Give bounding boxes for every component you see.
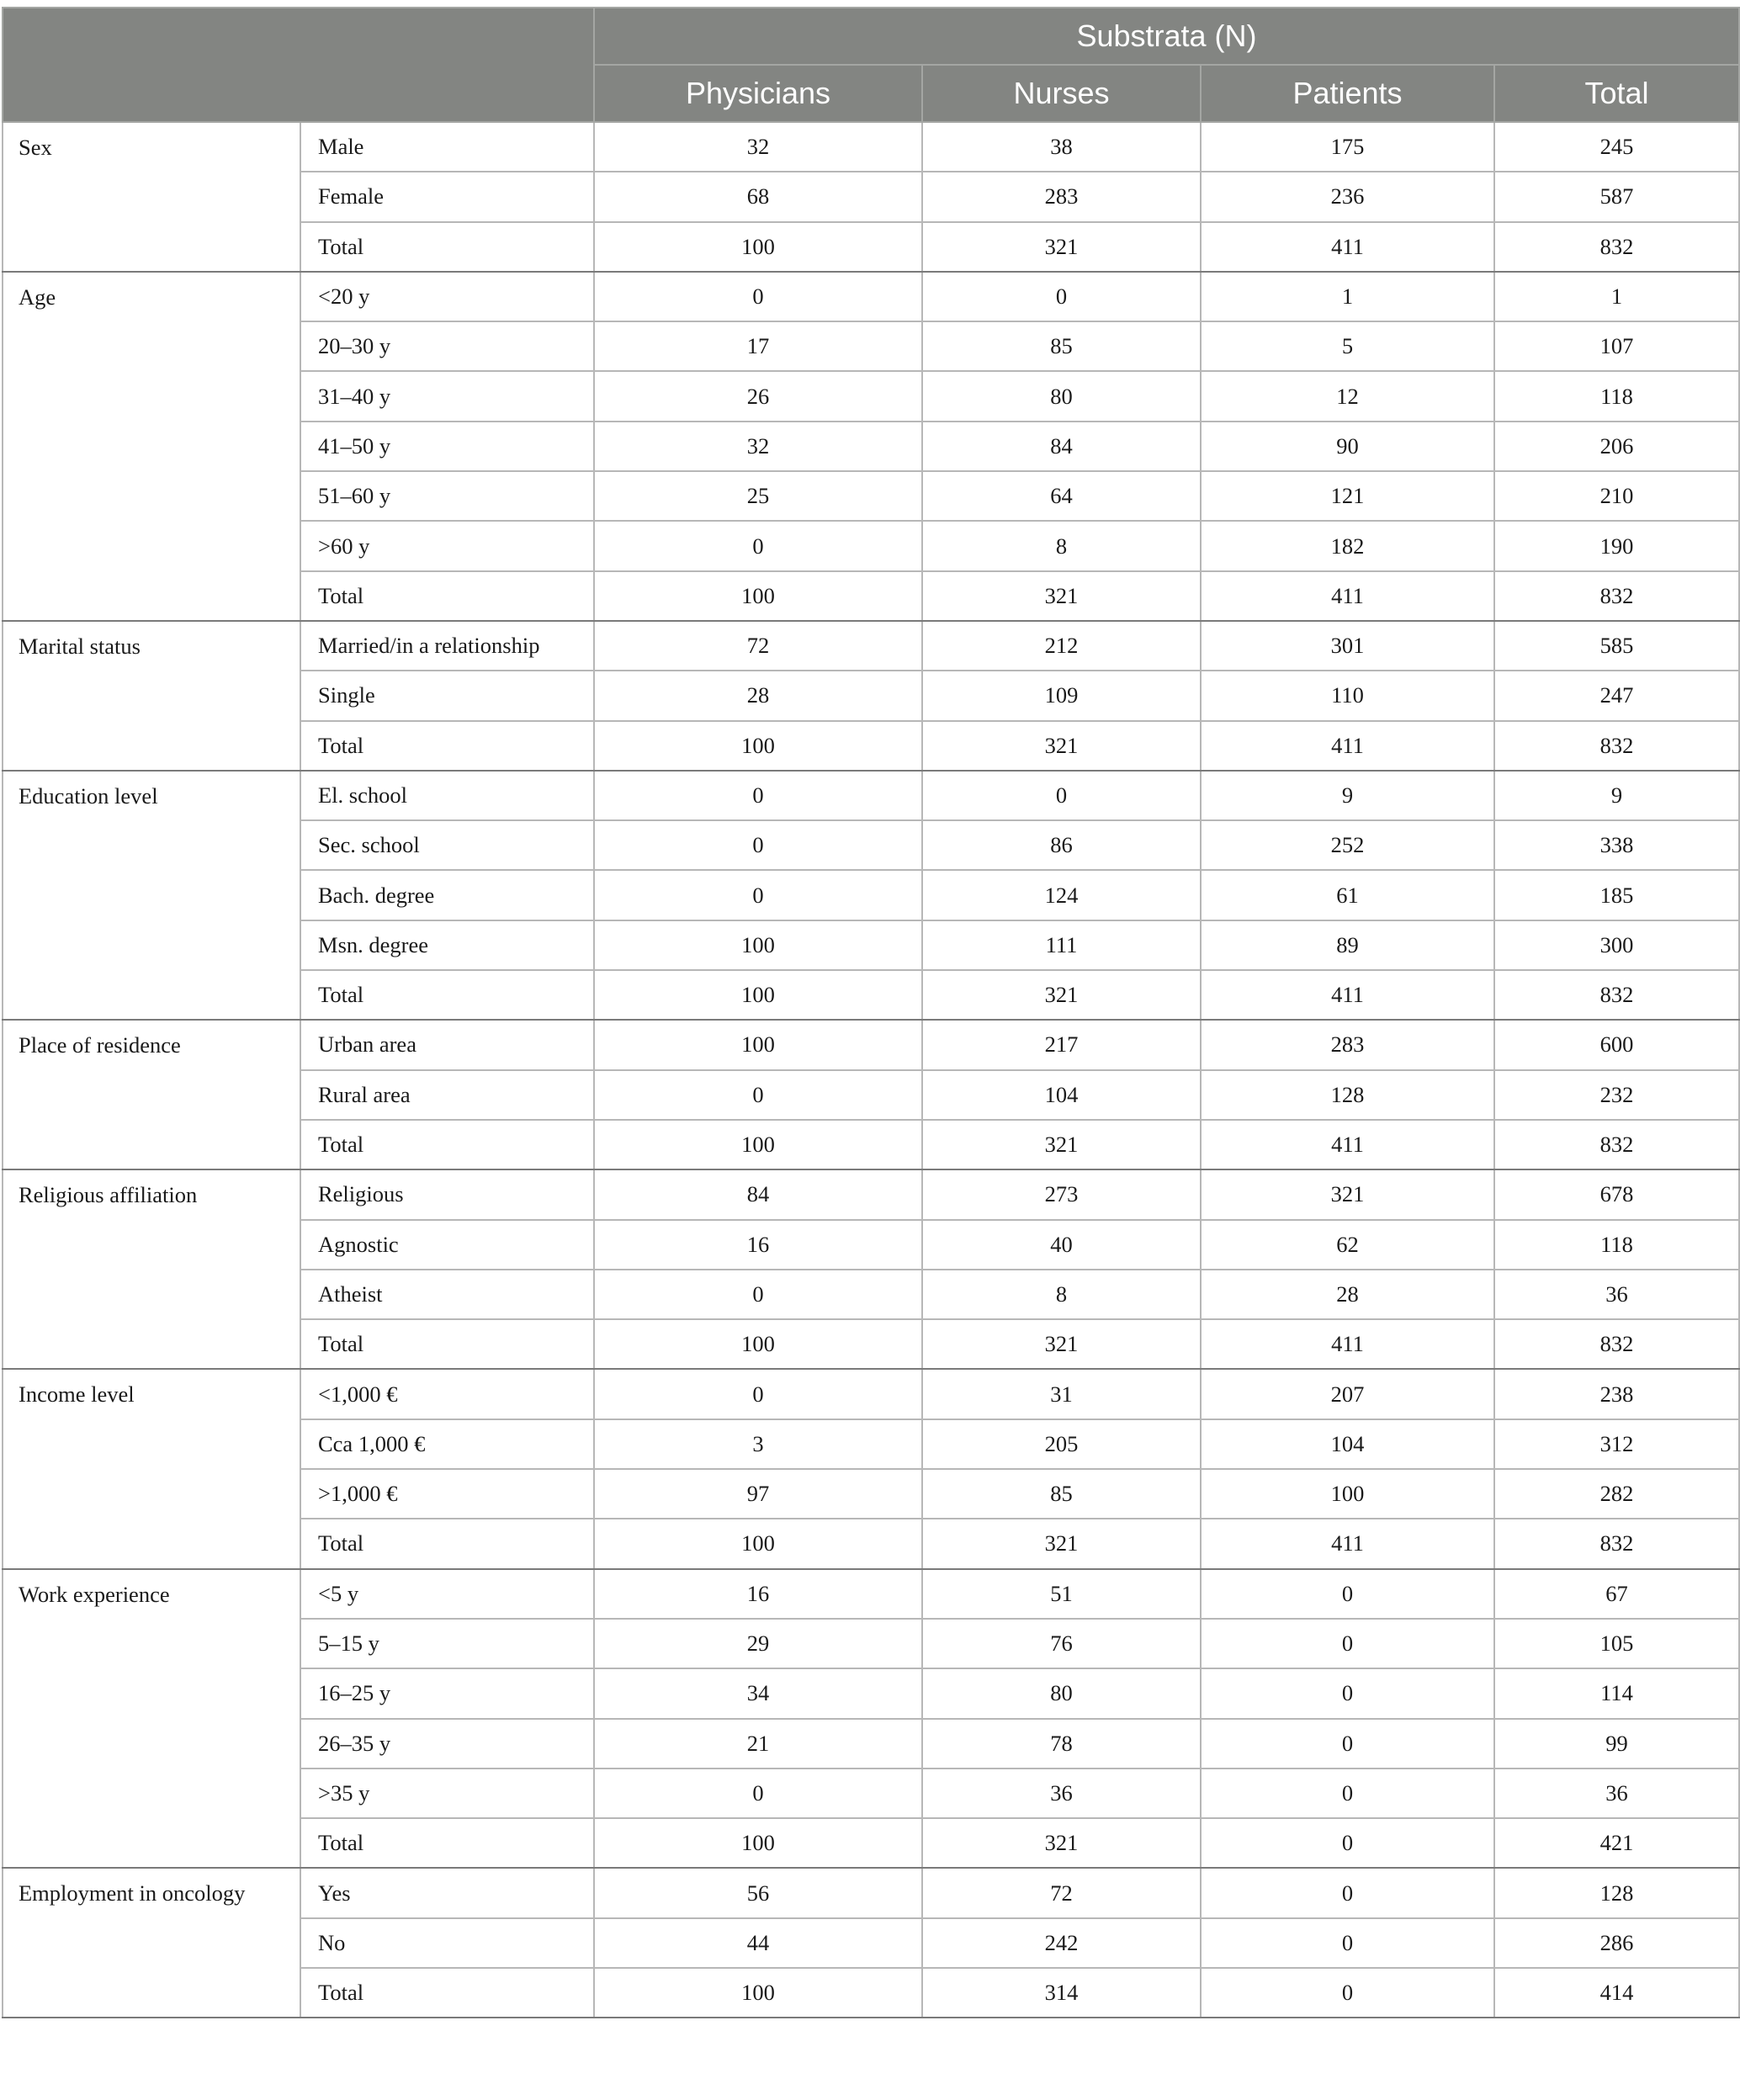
patients-value: 0 (1201, 1868, 1494, 1917)
patients-value: 236 (1201, 172, 1494, 221)
subcategory-cell: Total (300, 1120, 594, 1169)
physicians-value: 84 (594, 1169, 922, 1219)
physicians-value: 100 (594, 1120, 922, 1169)
physicians-value: 34 (594, 1668, 922, 1718)
nurses-value: 205 (922, 1419, 1201, 1469)
nurses-value: 85 (922, 321, 1201, 371)
table-row (3, 621, 1739, 671)
nurses-value: 321 (922, 970, 1201, 1020)
nurses-value: 8 (922, 1270, 1201, 1319)
nurses-value: 124 (922, 870, 1201, 920)
physicians-value: 100 (594, 920, 922, 970)
nurses-value: 321 (922, 1818, 1201, 1868)
total-value: 206 (1494, 422, 1739, 471)
patients-value: 252 (1201, 820, 1494, 870)
total-value: 238 (1494, 1369, 1739, 1419)
physicians-value: 0 (594, 820, 922, 870)
table-row (3, 1369, 1739, 1419)
patients-value: 411 (1201, 1319, 1494, 1369)
patients-value: 5 (1201, 321, 1494, 371)
patients-value: 128 (1201, 1070, 1494, 1120)
total-value: 190 (1494, 521, 1739, 570)
nurses-value: 212 (922, 621, 1201, 671)
demographics-table (2, 7, 1740, 2018)
patients-value: 28 (1201, 1270, 1494, 1319)
total-value: 421 (1494, 1818, 1739, 1868)
subcategory-cell: Single (300, 671, 594, 720)
category-cell: Income level (3, 1369, 300, 1568)
nurses-value: 85 (922, 1469, 1201, 1519)
total-value: 832 (1494, 1120, 1739, 1169)
patients-value: 411 (1201, 1519, 1494, 1568)
subcategory-cell: Total (300, 1818, 594, 1868)
patients-value: 411 (1201, 222, 1494, 272)
patients-value: 110 (1201, 671, 1494, 720)
total-value: 67 (1494, 1569, 1739, 1619)
nurses-value: 273 (922, 1169, 1201, 1219)
physicians-value: 0 (594, 870, 922, 920)
category-cell: Place of residence (3, 1020, 300, 1169)
subcategory-cell: 51–60 y (300, 471, 594, 521)
total-value: 832 (1494, 1519, 1739, 1568)
patients-value: 301 (1201, 621, 1494, 671)
subcategory-cell: 16–25 y (300, 1668, 594, 1718)
subcategory-cell: Total (300, 571, 594, 621)
nurses-value: 40 (922, 1220, 1201, 1270)
total-value: 414 (1494, 1968, 1739, 2018)
category-cell: Marital status (3, 621, 300, 771)
subcategory-cell: No (300, 1918, 594, 1968)
nurses-value: 31 (922, 1369, 1201, 1419)
nurses-value: 76 (922, 1619, 1201, 1668)
subcategory-cell: Bach. degree (300, 870, 594, 920)
column-header-patients: Patients (1201, 65, 1494, 122)
patients-value: 89 (1201, 920, 1494, 970)
nurses-value: 111 (922, 920, 1201, 970)
nurses-value: 78 (922, 1719, 1201, 1769)
nurses-value: 242 (922, 1918, 1201, 1968)
physicians-value: 26 (594, 371, 922, 421)
subcategory-cell: 5–15 y (300, 1619, 594, 1668)
total-value: 832 (1494, 970, 1739, 1020)
physicians-value: 72 (594, 621, 922, 671)
total-value: 9 (1494, 771, 1739, 820)
subcategory-cell: Cca 1,000 € (300, 1419, 594, 1469)
total-value: 587 (1494, 172, 1739, 221)
nurses-value: 38 (922, 122, 1201, 172)
table-row (3, 122, 1739, 172)
patients-value: 0 (1201, 1968, 1494, 2018)
physicians-value: 100 (594, 721, 922, 771)
total-value: 312 (1494, 1419, 1739, 1469)
total-value: 286 (1494, 1918, 1739, 1968)
category-cell: Religious affiliation (3, 1169, 300, 1369)
patients-value: 62 (1201, 1220, 1494, 1270)
total-value: 282 (1494, 1469, 1739, 1519)
total-value: 99 (1494, 1719, 1739, 1769)
patients-value: 90 (1201, 422, 1494, 471)
total-value: 185 (1494, 870, 1739, 920)
subcategory-cell: Religious (300, 1169, 594, 1219)
nurses-value: 283 (922, 172, 1201, 221)
patients-value: 0 (1201, 1918, 1494, 1968)
physicians-value: 100 (594, 970, 922, 1020)
subcategory-cell: Msn. degree (300, 920, 594, 970)
subcategory-cell: Sec. school (300, 820, 594, 870)
nurses-value: 314 (922, 1968, 1201, 2018)
physicians-value: 16 (594, 1569, 922, 1619)
total-value: 338 (1494, 820, 1739, 870)
physicians-value: 17 (594, 321, 922, 371)
nurses-value: 51 (922, 1569, 1201, 1619)
subcategory-cell: 41–50 y (300, 422, 594, 471)
total-value: 1 (1494, 272, 1739, 321)
subcategory-cell: <20 y (300, 272, 594, 321)
total-value: 210 (1494, 471, 1739, 521)
physicians-value: 100 (594, 1519, 922, 1568)
nurses-value: 84 (922, 422, 1201, 471)
patients-value: 1 (1201, 272, 1494, 321)
physicians-value: 25 (594, 471, 922, 521)
physicians-value: 21 (594, 1719, 922, 1769)
patients-value: 182 (1201, 521, 1494, 570)
nurses-value: 321 (922, 571, 1201, 621)
nurses-value: 0 (922, 771, 1201, 820)
nurses-value: 321 (922, 222, 1201, 272)
nurses-value: 321 (922, 721, 1201, 771)
category-cell: Age (3, 272, 300, 621)
subcategory-cell: Rural area (300, 1070, 594, 1120)
patients-value: 104 (1201, 1419, 1494, 1469)
patients-value: 0 (1201, 1619, 1494, 1668)
subcategory-cell: Atheist (300, 1270, 594, 1319)
total-value: 105 (1494, 1619, 1739, 1668)
patients-value: 207 (1201, 1369, 1494, 1419)
subcategory-cell: Male (300, 122, 594, 172)
column-header-nurses: Nurses (922, 65, 1201, 122)
patients-value: 9 (1201, 771, 1494, 820)
subcategory-cell: Total (300, 970, 594, 1020)
physicians-value: 100 (594, 1319, 922, 1369)
nurses-value: 86 (922, 820, 1201, 870)
physicians-value: 100 (594, 1968, 922, 2018)
subcategory-cell: >60 y (300, 521, 594, 570)
physicians-value: 100 (594, 571, 922, 621)
total-value: 832 (1494, 721, 1739, 771)
patients-value: 411 (1201, 721, 1494, 771)
physicians-value: 16 (594, 1220, 922, 1270)
subcategory-cell: >1,000 € (300, 1469, 594, 1519)
physicians-value: 28 (594, 671, 922, 720)
patients-value: 0 (1201, 1719, 1494, 1769)
nurses-value: 104 (922, 1070, 1201, 1120)
table-row (3, 1868, 1739, 1917)
table-container (2, 7, 1738, 2018)
category-cell: Work experience (3, 1569, 300, 1869)
table-header (3, 8, 1739, 122)
patients-value: 61 (1201, 870, 1494, 920)
subcategory-cell: Total (300, 1968, 594, 2018)
patients-value: 121 (1201, 471, 1494, 521)
patients-value: 321 (1201, 1169, 1494, 1219)
total-value: 585 (1494, 621, 1739, 671)
table-body (3, 122, 1739, 2018)
column-header-total: Total (1494, 65, 1739, 122)
subcategory-cell: Total (300, 1519, 594, 1568)
subcategory-cell: 31–40 y (300, 371, 594, 421)
patients-value: 175 (1201, 122, 1494, 172)
physicians-value: 0 (594, 272, 922, 321)
physicians-value: 0 (594, 1369, 922, 1419)
nurses-value: 321 (922, 1120, 1201, 1169)
physicians-value: 0 (594, 1769, 922, 1818)
subcategory-cell: Total (300, 1319, 594, 1369)
nurses-value: 321 (922, 1519, 1201, 1568)
total-value: 128 (1494, 1868, 1739, 1917)
patients-value: 12 (1201, 371, 1494, 421)
nurses-value: 64 (922, 471, 1201, 521)
nurses-value: 80 (922, 371, 1201, 421)
total-value: 118 (1494, 371, 1739, 421)
subcategory-cell: 20–30 y (300, 321, 594, 371)
table-row (3, 771, 1739, 820)
physicians-value: 32 (594, 122, 922, 172)
patients-value: 0 (1201, 1769, 1494, 1818)
column-header-physicians: Physicians (594, 65, 922, 122)
physicians-value: 32 (594, 422, 922, 471)
patients-value: 411 (1201, 571, 1494, 621)
category-cell: Sex (3, 122, 300, 272)
physicians-value: 3 (594, 1419, 922, 1469)
subcategory-cell: 26–35 y (300, 1719, 594, 1769)
table-row (3, 272, 1739, 321)
nurses-value: 36 (922, 1769, 1201, 1818)
total-value: 600 (1494, 1020, 1739, 1069)
nurses-value: 217 (922, 1020, 1201, 1069)
physicians-value: 97 (594, 1469, 922, 1519)
physicians-value: 0 (594, 1270, 922, 1319)
subcategory-cell: Married/in a relationship (300, 621, 594, 671)
table-row (3, 1569, 1739, 1619)
physicians-value: 100 (594, 222, 922, 272)
physicians-value: 0 (594, 771, 922, 820)
patients-value: 100 (1201, 1469, 1494, 1519)
nurses-value: 109 (922, 671, 1201, 720)
physicians-value: 68 (594, 172, 922, 221)
physicians-value: 0 (594, 1070, 922, 1120)
total-value: 678 (1494, 1169, 1739, 1219)
category-cell: Education level (3, 771, 300, 1020)
subcategory-cell: Female (300, 172, 594, 221)
total-value: 114 (1494, 1668, 1739, 1718)
subcategory-cell: Yes (300, 1868, 594, 1917)
subcategory-cell: Agnostic (300, 1220, 594, 1270)
subcategory-cell: >35 y (300, 1769, 594, 1818)
nurses-value: 72 (922, 1868, 1201, 1917)
nurses-value: 80 (922, 1668, 1201, 1718)
category-cell: Employment in oncology (3, 1868, 300, 2018)
total-value: 36 (1494, 1769, 1739, 1818)
physicians-value: 56 (594, 1868, 922, 1917)
patients-value: 411 (1201, 970, 1494, 1020)
total-value: 107 (1494, 321, 1739, 371)
total-value: 300 (1494, 920, 1739, 970)
subcategory-cell: Urban area (300, 1020, 594, 1069)
nurses-value: 321 (922, 1319, 1201, 1369)
physicians-value: 0 (594, 521, 922, 570)
physicians-value: 100 (594, 1020, 922, 1069)
physicians-value: 44 (594, 1918, 922, 1968)
subcategory-cell: Total (300, 222, 594, 272)
subcategory-cell: <1,000 € (300, 1369, 594, 1419)
patients-value: 283 (1201, 1020, 1494, 1069)
patients-value: 0 (1201, 1668, 1494, 1718)
total-value: 832 (1494, 1319, 1739, 1369)
total-value: 832 (1494, 571, 1739, 621)
total-value: 118 (1494, 1220, 1739, 1270)
patients-value: 411 (1201, 1120, 1494, 1169)
subcategory-cell: El. school (300, 771, 594, 820)
total-value: 36 (1494, 1270, 1739, 1319)
table-row (3, 1169, 1739, 1219)
physicians-value: 29 (594, 1619, 922, 1668)
total-value: 832 (1494, 222, 1739, 272)
subcategory-cell: Total (300, 721, 594, 771)
subcategory-cell: <5 y (300, 1569, 594, 1619)
total-value: 232 (1494, 1070, 1739, 1120)
total-value: 245 (1494, 122, 1739, 172)
header-blank-cell (3, 8, 594, 122)
physicians-value: 100 (594, 1818, 922, 1868)
patients-value: 0 (1201, 1818, 1494, 1868)
total-value: 247 (1494, 671, 1739, 720)
substrata-header: Substrata (N) (594, 8, 1739, 65)
nurses-value: 0 (922, 272, 1201, 321)
table-row (3, 1020, 1739, 1069)
nurses-value: 8 (922, 521, 1201, 570)
patients-value: 0 (1201, 1569, 1494, 1619)
